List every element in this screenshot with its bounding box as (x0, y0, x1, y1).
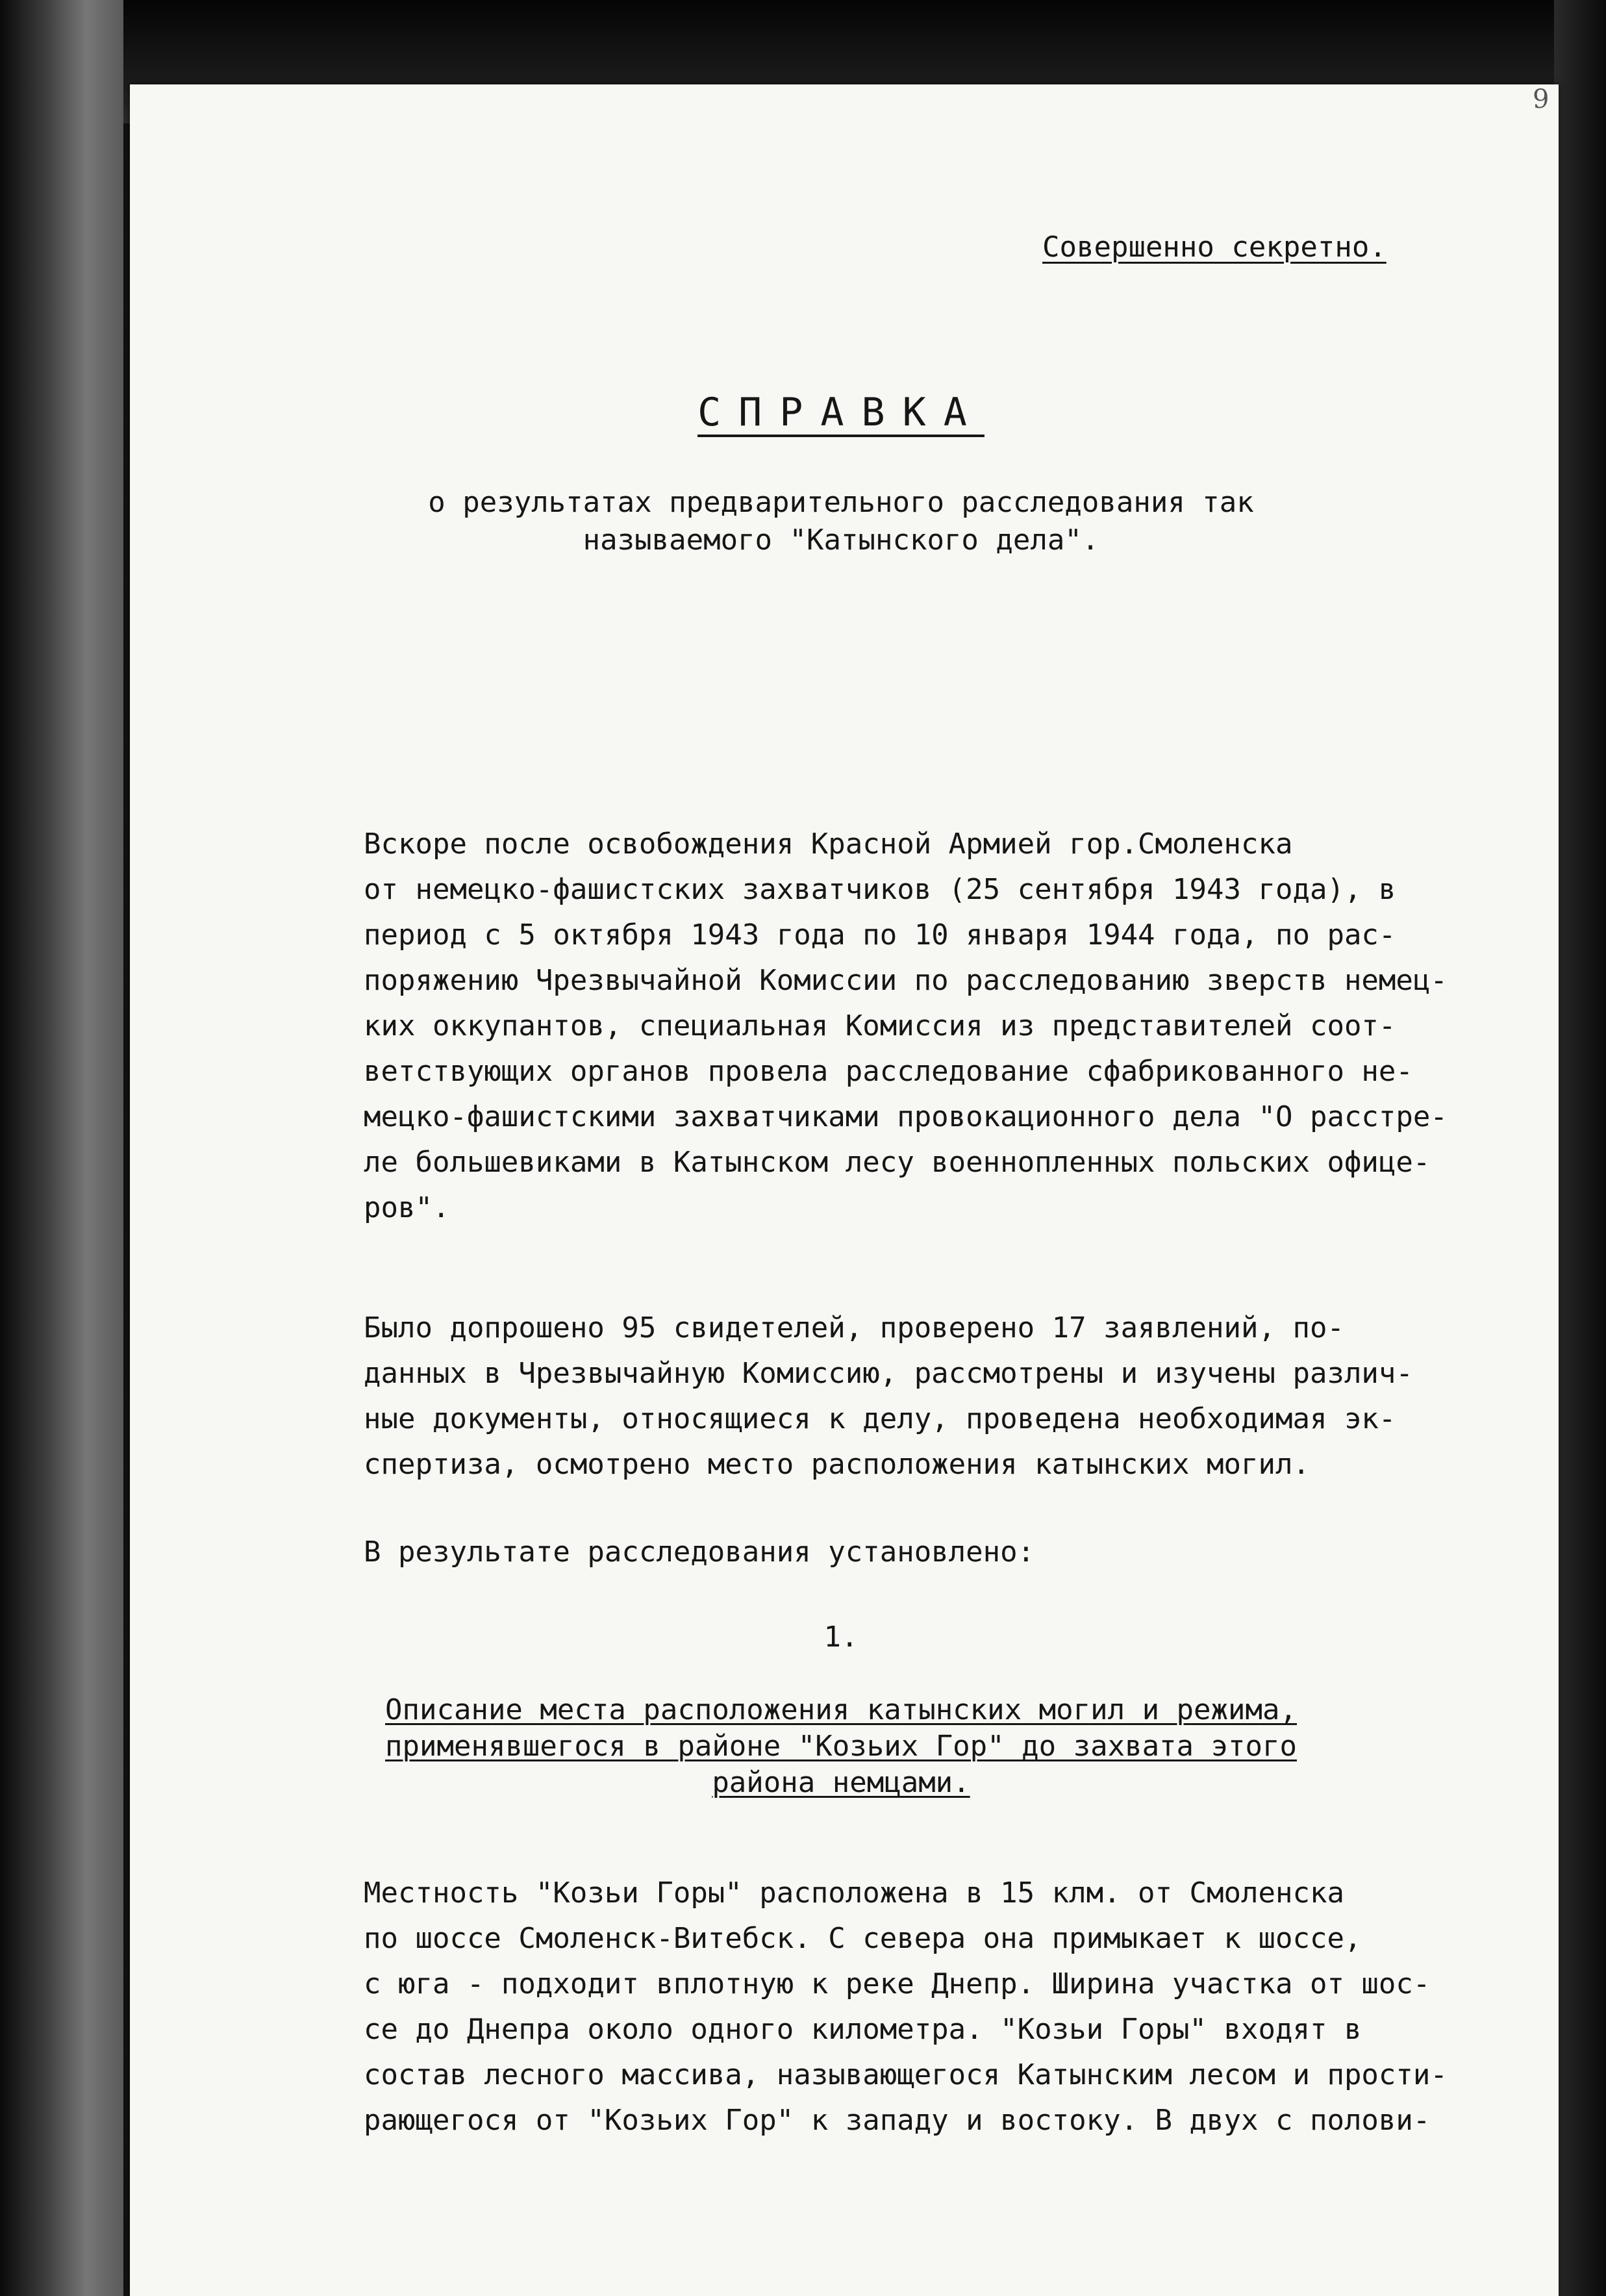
paragraph-location-description: Местность "Козьи Горы" расположена в 15 клм. от Смоленска по шоссе Смоленск-Витебск. С севера она примыкает к шоссе, с юга - подходит вплотную к реке Днепр. Ширина участка от шос- се до Днепра около одного километра. "Козьи Горы" входят в состав лесного массива, называющегося Катынским лесом и прости- рающегося от "Козьих Гор" к западу и востоку. В двух с полови- (364, 1876, 1448, 2137)
document-subtitle: о результатах предварительного расследования так называемого "Катынского дела". (428, 486, 1254, 557)
paragraph-liberation-investigation: Вскоре после освобождения Красной Армией гор.Смоленска от немецко-фашистских захватчиков (25 сентября 1943 года), в период с 5 октября 1943 года по 10 января 1944 года, по рас- поряжению Чрезвычайной Комиссии по расследованию зверств немец- ких оккупантов, специальная Комиссия из представителей соот- ветствующих органов провела расследование сфабрикованного не- мецко-фашистскими захватчиками провокационного дела "О расстре- ле большевиками в Катынском лесу военнопленных польских офице- ров". (364, 827, 1448, 1224)
section-heading: Описание места расположения катынских могил и режима, применявшегося в районе "Козьих Гор" до захвата этого района немцами. (385, 1693, 1297, 1799)
document-page (130, 84, 1559, 2296)
scan-border-left (0, 0, 123, 2296)
classification-mark: Совершенно секретно. (1042, 231, 1386, 264)
page-number-mark: 9 (1533, 84, 1550, 114)
document-title: СПРАВКА (697, 390, 985, 435)
paragraph-results: В результате расследования установлено: (364, 1535, 1035, 1569)
paragraph-witnesses: Было допрошено 95 свидетелей, проверено 17 заявлений, по- данных в Чрезвычайную Комиссию, рассмотрены и изучены различ- ные документы, относящиеся к делу, проведена необходимая эк- спертиза, осмотрено место расположения катынских могил. (364, 1311, 1413, 1481)
scan-border-right (1554, 0, 1606, 2296)
section-number: 1. (823, 1621, 859, 1654)
